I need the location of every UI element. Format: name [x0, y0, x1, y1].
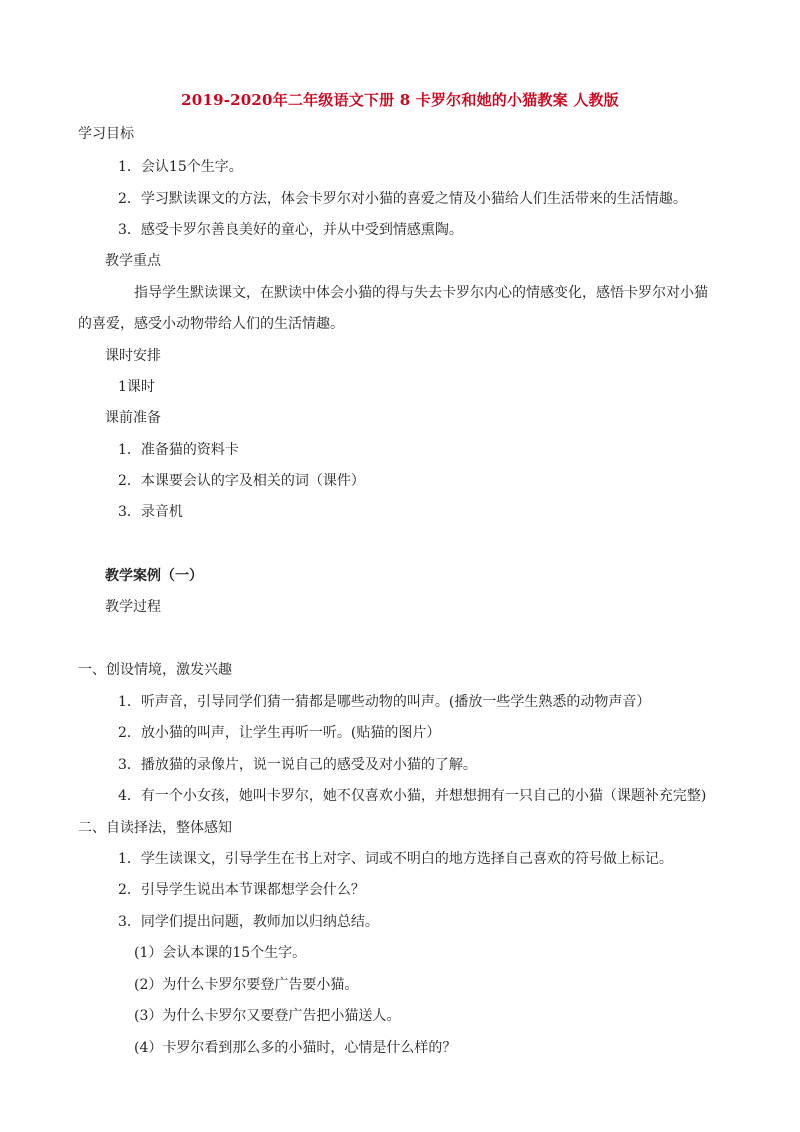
- schedule-heading: 课时安排: [105, 348, 161, 364]
- focus-paragraph-line2: 的喜爱，感受小动物带给人们的生活情趣。: [78, 316, 344, 332]
- objective-item: 2．学习默读课文的方法，体会卡罗尔对小猫的喜爱之情及小猫给人们生活带来的生活情趣。: [118, 191, 687, 207]
- section2-subitem: (4）卡罗尔看到那么多的小猫时，心情是什么样的？: [134, 1040, 457, 1056]
- focus-paragraph-line1: 指导学生默读课文，在默读中体会小猫的得与失去卡罗尔内心的情感变化，感悟卡罗尔对小猫: [134, 285, 708, 301]
- section1-item: 4．有一个小女孩，她叫卡罗尔，她不仅喜欢小猫，并想想拥有一只自己的小猫（课题补充完整): [118, 788, 707, 804]
- section1-item: 3．播放猫的录像片，说一说自己的感受及对小猫的了解。: [118, 757, 477, 773]
- schedule-value: 1课时: [118, 379, 155, 395]
- document-title: 2019-2020年二年级语文下册 8 卡罗尔和她的小猫教案 人教版: [181, 91, 619, 109]
- section2-item: 3．同学们提出问题，教师加以归纳总结。: [118, 914, 379, 930]
- objective-item: 1．会认15个生字。: [118, 159, 243, 175]
- section1-item: 2．放小猫的叫声，让学生再听一听。(贴猫的图片）: [118, 725, 441, 741]
- section1-item: 1．听声音，引导同学们猜一猜都是哪些动物的叫声。(播放一些学生熟悉的动物声音）: [118, 694, 651, 710]
- section2-item: 2．引导学生说出本节课都想学会什么？: [118, 882, 365, 898]
- case-heading: 教学案例（一）: [105, 568, 203, 584]
- section2-subitem: (3）为什么卡罗尔又要登广告把小猫送人。: [134, 1008, 401, 1024]
- prep-item: 3．录音机: [118, 504, 183, 520]
- section2-subitem: (2）为什么卡罗尔要登广告要小猫。: [134, 977, 359, 993]
- prep-heading: 课前准备: [105, 410, 161, 426]
- section1-heading: 一、创设情境，激发兴趣: [78, 662, 232, 678]
- objective-item: 3．感受卡罗尔善良美好的童心，并从中受到情感熏陶。: [118, 222, 463, 238]
- section2-heading: 二、自读择法，整体感知: [78, 820, 232, 836]
- section2-item: 1．学生读课文，引导学生在书上对字、词或不明白的地方选择自己喜欢的符号做上标记。: [118, 851, 673, 867]
- prep-item: 1．准备猫的资料卡: [118, 442, 239, 458]
- process-heading: 教学过程: [105, 599, 161, 615]
- focus-heading: 教学重点: [105, 253, 161, 269]
- section2-subitem: (1）会认本课的15个生字。: [134, 945, 307, 961]
- prep-item: 2．本课要会认的字及相关的词（课件）: [118, 473, 365, 489]
- objectives-heading: 学习目标: [78, 126, 134, 142]
